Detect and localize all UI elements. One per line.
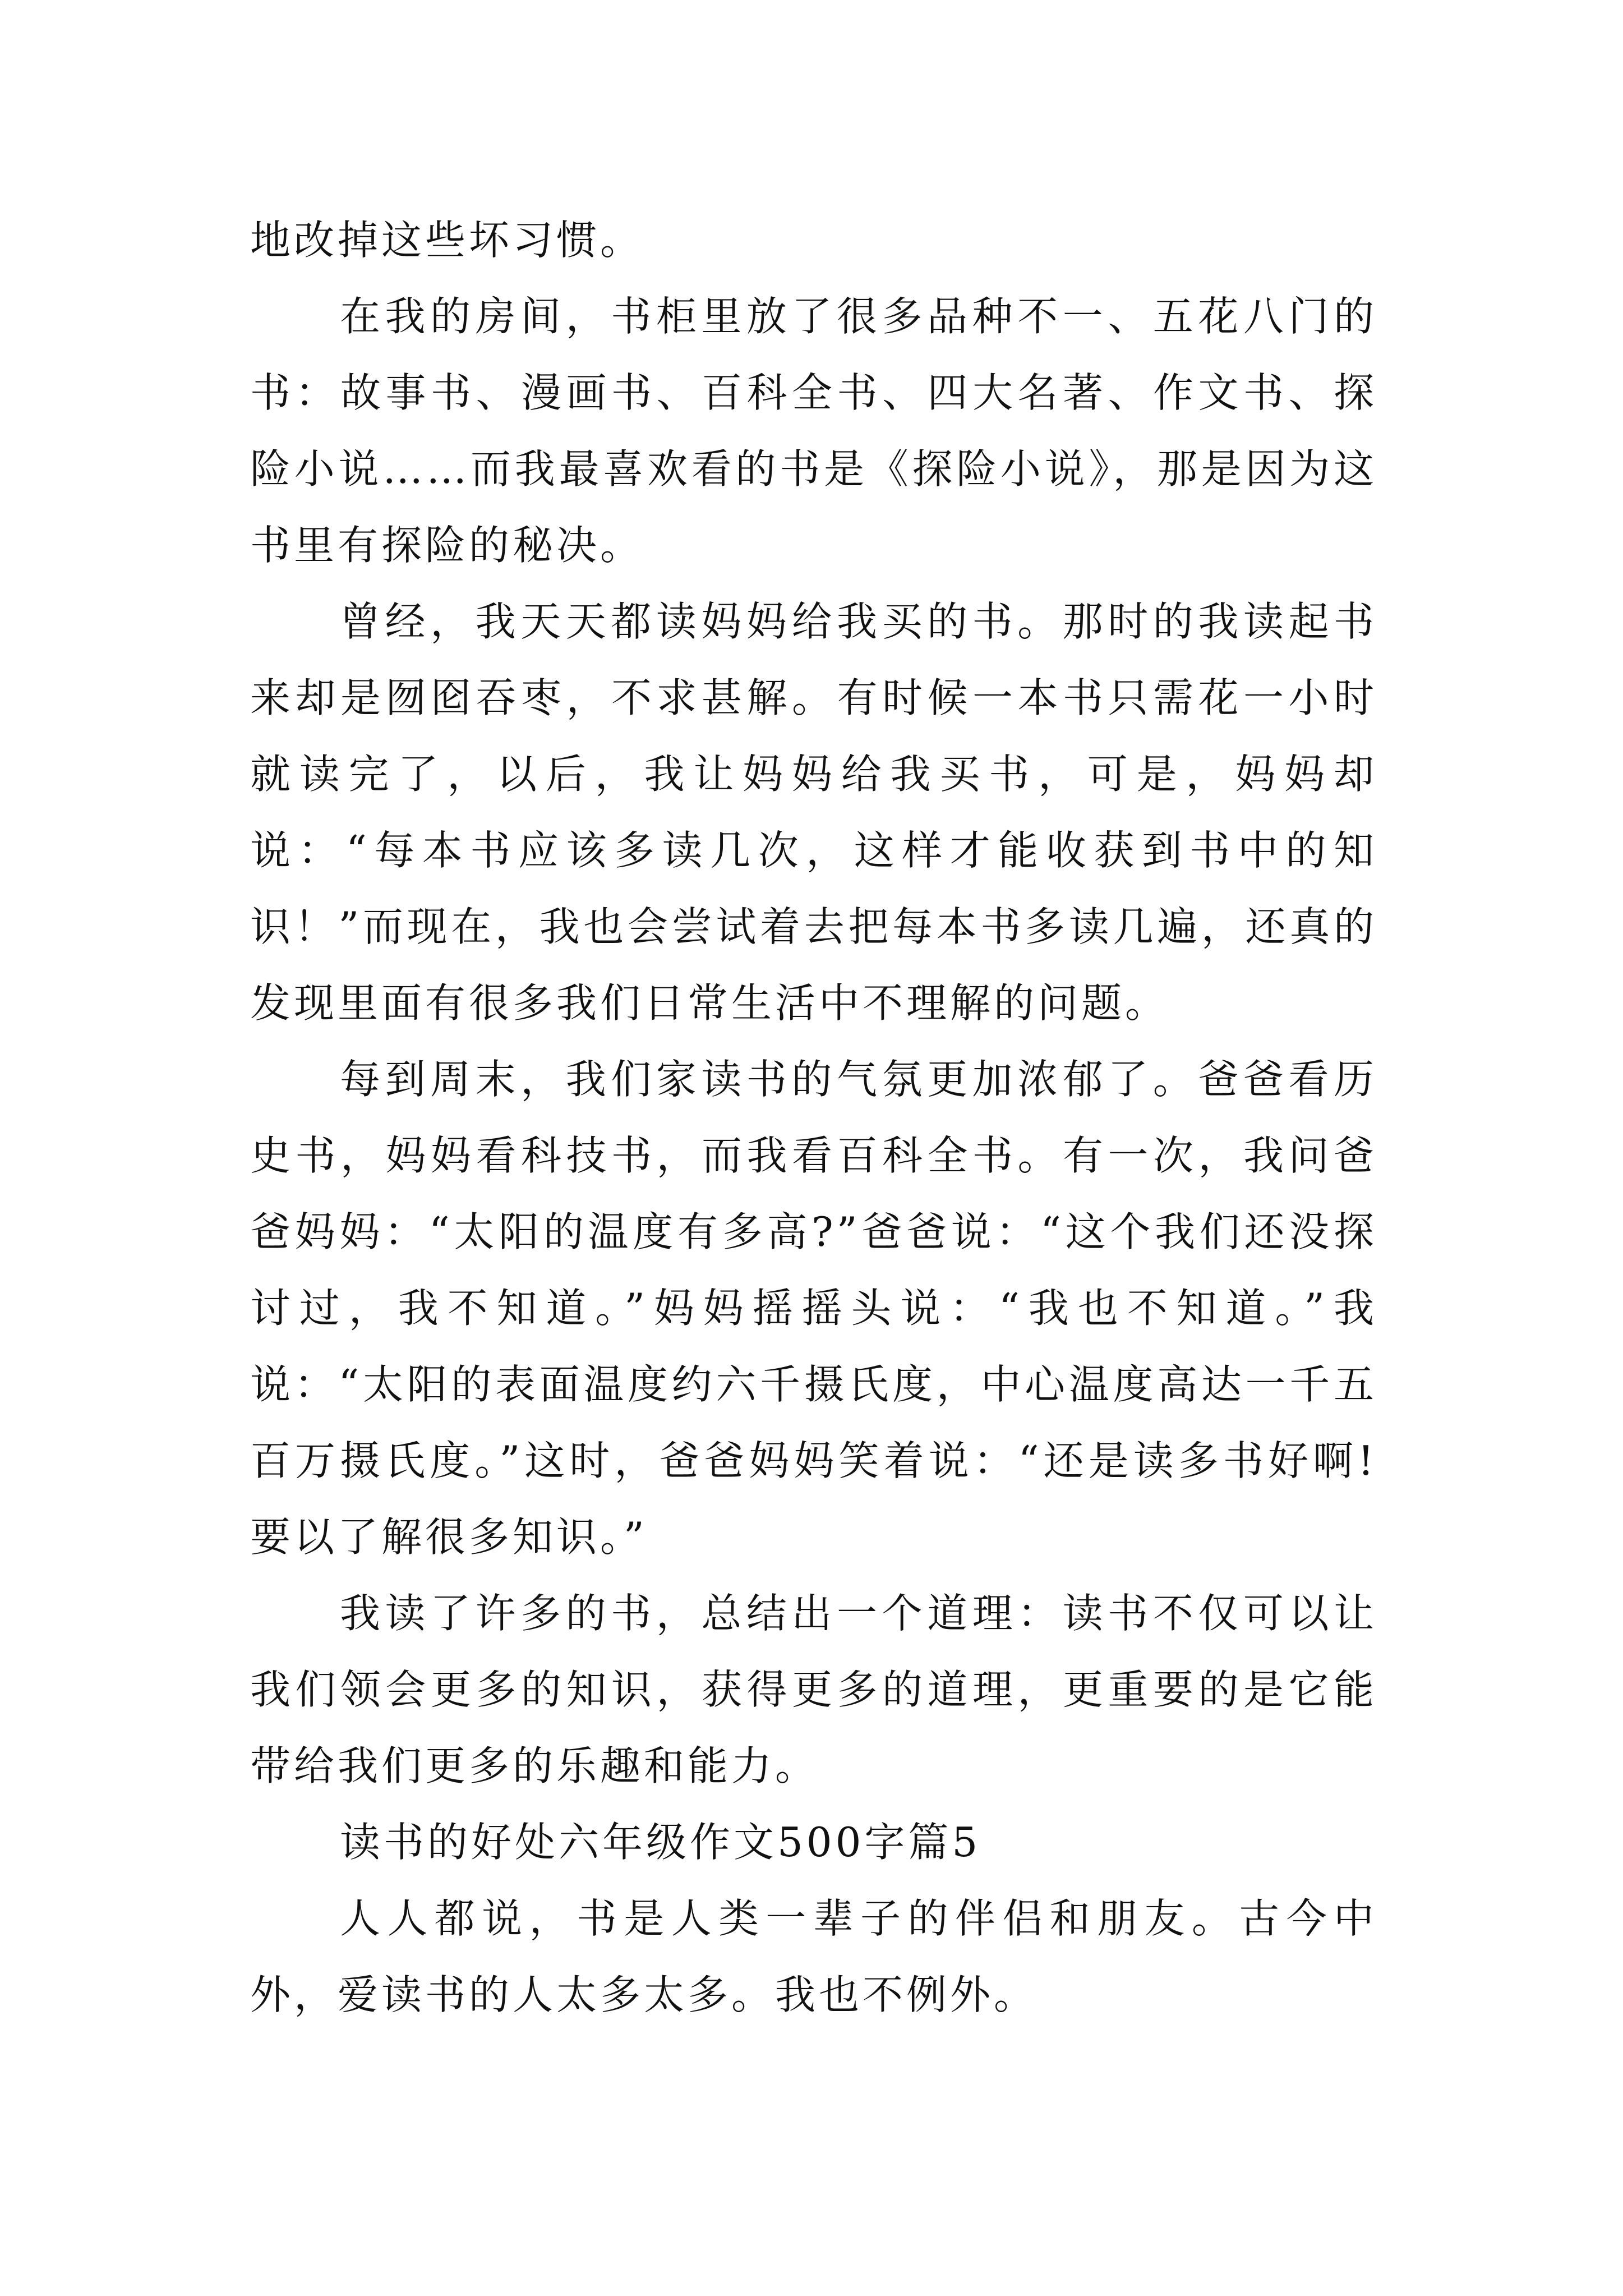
paragraph-bookshelf: 在我的房间，书柜里放了很多品种不一、五花八门的书：故事书、漫画书、百科全书、四大名著、作文书、探险小说……而我最喜欢看的书是《探险小说》，那是因为这书里有探险的秘决。 xyxy=(250,293,1377,569)
paragraph-continuation: 地改掉这些坏习惯。 xyxy=(250,217,644,264)
paragraph-weekend: 每到周末，我们家读书的气氛更加浓郁了。爸爸看历史书，妈妈看科技书，而我看百科全书。有一次，我问爸爸妈妈：“太阳的温度有多高?”爸爸说：“这个我们还没探讨过，我不知道。”妈妈摇摇头说：“我也不知道。”我说：“太阳的表面温度约六千摄氏度，中心温度高达一千五百万摄氏度。”这时，爸爸妈妈笑着说：“还是读多书好啊!要以了解很多知识。” xyxy=(250,1056,1377,1561)
document-body xyxy=(250,202,1377,2033)
paragraph-conclusion: 我读了许多的书，总结出一个道理：读书不仅可以让我们领会更多的知识，获得更多的道理，更重要的是它能带给我们更多的乐趣和能力。 xyxy=(250,1590,1377,1789)
paragraph-reading-habit: 曾经，我天天都读妈妈给我买的书。那时的我读起书来却是囫囵吞枣，不求甚解。有时候一本书只需花一小时就读完了，以后，我让妈妈给我买书，可是，妈妈却说：“每本书应该多读几次，这样才能收获到书中的知识！”而现在，我也会尝试着去把每本书多读几遍，还真的发现里面有很多我们日常生活中不理解的问题。 xyxy=(250,598,1377,1027)
paragraph-intro: 人人都说，书是人类一辈子的伴侣和朋友。古今中外，爱读书的人太多太多。我也不例外。 xyxy=(250,1895,1377,2018)
section-heading: 读书的好处六年级作文500字篇5 xyxy=(340,1819,981,1866)
